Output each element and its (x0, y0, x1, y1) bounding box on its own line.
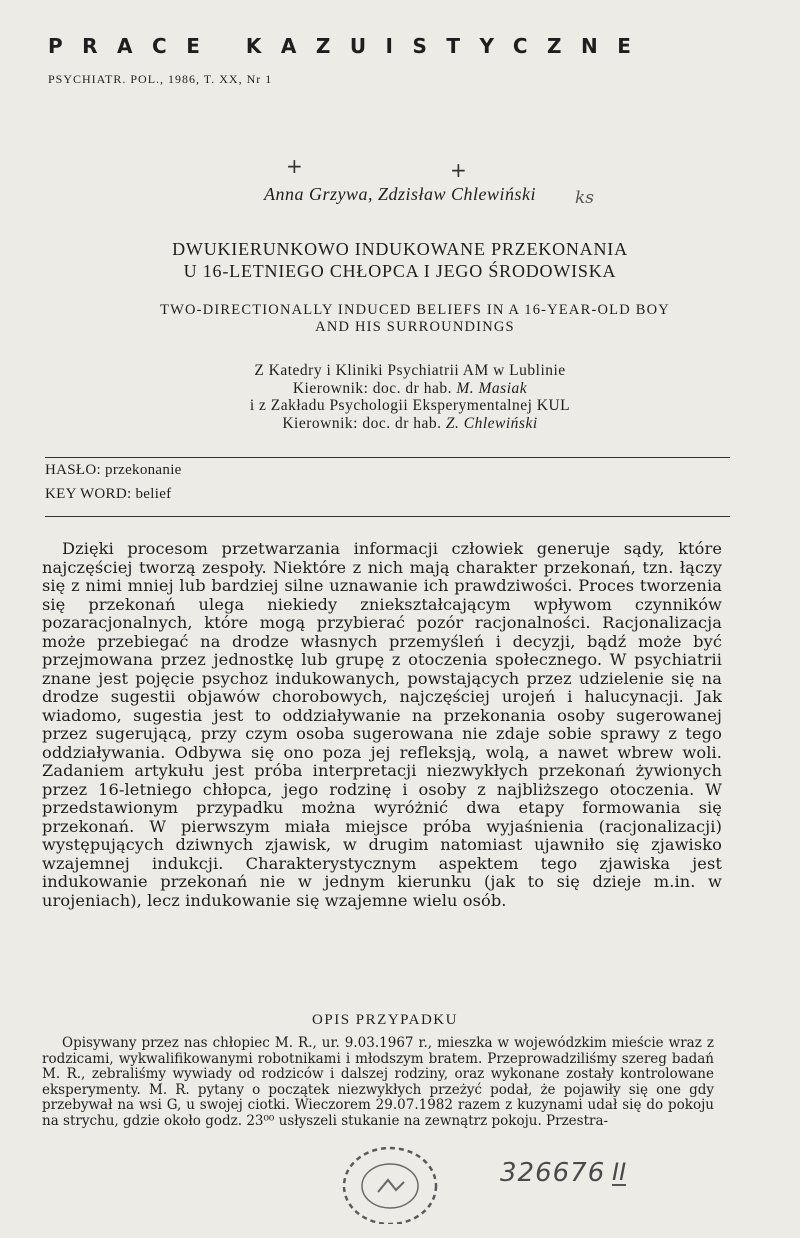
handwritten-plus-mark: + (286, 154, 303, 178)
title-english-line: TWO-DIRECTIONALLY INDUCED BELIEFS IN A 16-YEAR-OLD BOY (160, 302, 670, 318)
title-polish-line: DWUKIERUNKOWO INDUKOWANE PRZEKONANIA (172, 239, 628, 259)
divider (45, 516, 730, 517)
title-polish (60, 238, 740, 282)
handwritten-shelf-suffix: II (612, 1158, 627, 1186)
affiliation-line (150, 380, 670, 398)
library-stamp-icon (338, 1140, 442, 1224)
case-description-paragraph: Opisywany przez nas chłopiec M. R., ur. 9.03.1967 r., mieszka w wojewódzkim mieście wraz z rodzicami, wykwalifikowanymi robotnikami i młodszym bratem. Przeprowadziliśmy szereg badań M. R., zebraliśmy wywiady od rodziców i dalszej rodziny, oraz wykonane zostały kontrolowane eksperymenty. M. R. pytany o początek niezwykłych przeżyć podał, że pojawiły się one gdy przebywał na wsi G, u swojej ciotki. Wieczorem 29.07.1982 razem z kuzynami udał się do pokoju na strychu, gdzie około godz. 23⁰⁰ usłyszeli stukanie na zewnątrz pokoju. Przestra- (42, 1035, 714, 1129)
affiliation-line: i z Zakładu Psychologii Eksperymentalnej KUL (249, 397, 571, 414)
divider (45, 457, 730, 458)
affiliation-role: Kierownik: doc. dr hab. (292, 379, 452, 397)
section-heading: PRACE KAZUISTYCZNE (48, 34, 651, 58)
section-subheading: OPIS PRZYPADKU (312, 1012, 458, 1028)
affiliation-line (150, 415, 670, 433)
handwritten-initials: ks (575, 188, 595, 208)
title-polish-line: U 16-LETNIEGO CHŁOPCA I JEGO ŚRODOWISKA (183, 261, 617, 281)
title-english (70, 302, 760, 336)
affiliation-person: M. Masiak (456, 379, 528, 397)
affiliation-person: Z. Chlewiński (445, 414, 538, 432)
handwritten-plus-mark: + (450, 158, 467, 182)
introduction-paragraph: Dzięki procesom przetwarzania informacji człowiek generuje sądy, które najczęściej tworzą zespoły. Niektóre z nich mają charakter przekonań, tzn. łączy się z nimi mniej lub bardziej silne uznawanie ich prawdziwości. Proces tworzenia się przekonań ulega niekiedy zniekształcającym wpływom czynników pozaracjonalnych, które mogą przybierać pozór racjonalności. Racjonalizacja może przebiegać na drodze własnych przemyśleń i decyzji, bądź może być przejmowana przez jednostkę lub grupę z otoczenia społecznego. W psychiatrii znane jest pojęcie psychoz indukowanych, powstających przez udzielenie się na drodze sugestii objawów chorobowych, najczęściej urojeń i halucynacji. Jak wiadomo, sugestia jest to oddziaływanie na przekonania osoby sugerowanej przez sugerującą, przy czym osoba sugerowana nie zdaje sobie sprawy z tego oddziaływania. Odbywa się ono poza jej refleksją, wolą, a nawet wbrew woli. Zadaniem artykułu jest próba interpretacji niezwykłych przekonań żywionych przez 16-letniego chłopca, jego rodzinę i osoby z najbliższego otoczenia. W przedstawionym przypadku można wyróżnić dwa etapy formowania się przekonań. W pierwszym miała miejsce próba wyjaśnienia (racjonalizacji) występujących dziwnych zjawisk, w drugim natomiast ujawniło się zjawisko wzajemnej indukcji. Charakterystycznym aspektem tego zjawiska jest indukowanie przekonań nie w jednym kierunku (jak to się dzieje m.in. w urojeniach), lecz indukowanie się wzajemne wielu osób. (42, 539, 722, 910)
title-english-line: AND HIS SURROUNDINGS (315, 319, 515, 335)
keyword-english: KEY WORD: belief (45, 486, 172, 502)
authors: Anna Grzywa, Zdzisław Chlewiński (263, 184, 537, 204)
handwritten-shelf-number: 326676 (500, 1158, 606, 1188)
journal-reference: PSYCHIATR. POL., 1986, T. XX, Nr 1 (48, 72, 273, 86)
affiliation-line: Z Katedry i Kliniki Psychiatrii AM w Lublinie (254, 362, 566, 379)
affiliation (150, 362, 670, 432)
affiliation-role: Kierownik: doc. dr hab. (282, 414, 442, 432)
keyword-polish: HASŁO: przekonanie (45, 462, 182, 478)
